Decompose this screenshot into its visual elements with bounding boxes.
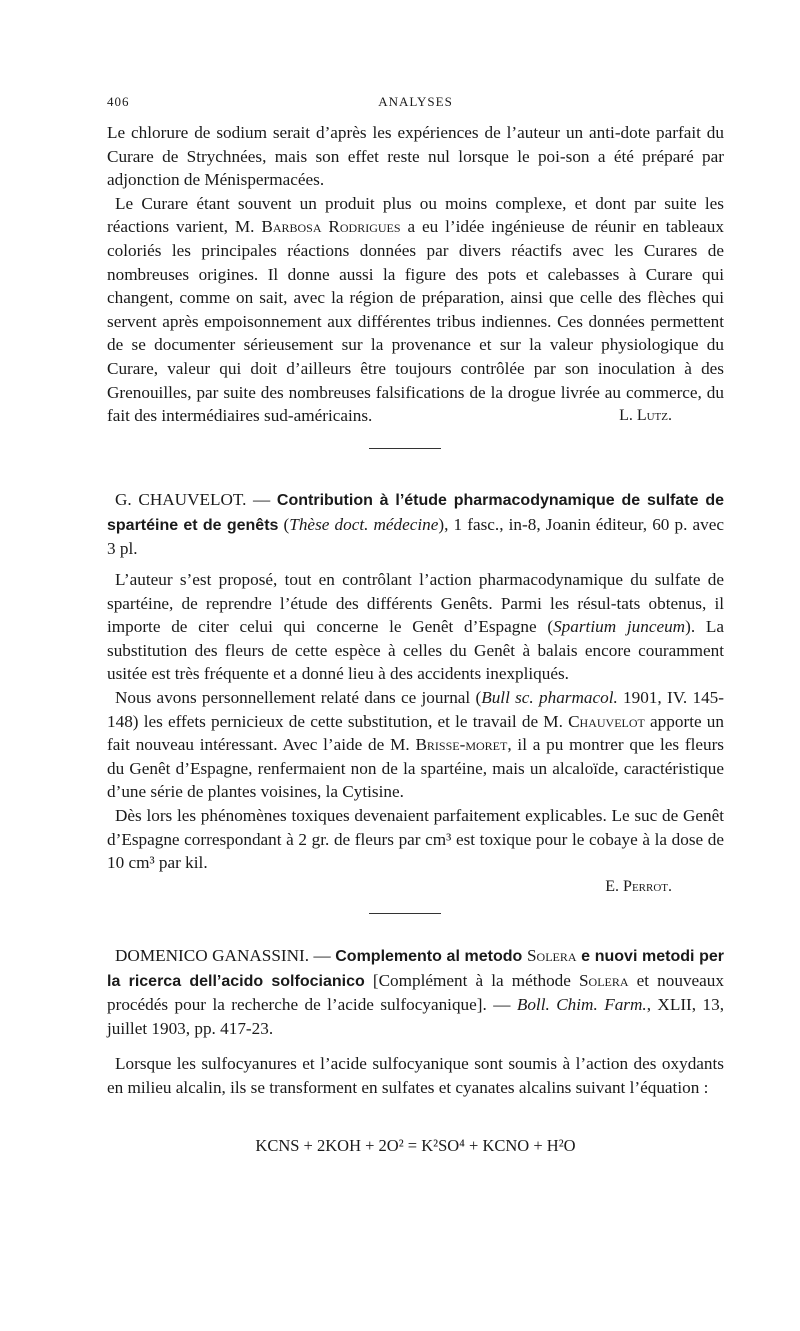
text-run: et nouveaux procédés pour la recherche de l’acide sulfocyanique]. — <box>107 970 724 1015</box>
text-run: ), 1 fasc., in-8, Joanin éditeur, 60 p. avec 3 pl. <box>107 514 724 559</box>
section-title: ANALYSES <box>378 94 453 109</box>
text-run: L’auteur s’est proposé, tout en contrôlant l’action pharmacodynamique du sulfate de spartéine, de reprendre l’étude des différents Genêts. Parmi les résul-tats obtenus, il importe de citer celui qui concerne le Genêt d’Espagne ( <box>107 570 724 637</box>
text-run: ( <box>278 514 290 534</box>
species-name: Spartium junceum <box>553 617 686 637</box>
separator-rule <box>369 913 441 914</box>
review-author: G. CHAUVELOT. — <box>115 490 277 509</box>
text-run: Nous avons personnellement relaté dans ce journal ( <box>115 687 482 707</box>
review-ganassini-body <box>107 1052 724 1099</box>
paragraph: Dès lors les phénomènes toxiques devenaient parfaitement explicables. Le suc de Genêt d’Espagne correspondant à 2 gr. de fleurs par cm³ est toxique pour le cobaye à la dose de 10 cm³ par kil. <box>107 805 724 873</box>
review-heading <box>107 488 724 561</box>
text-run: [Complément à la méthode <box>364 970 579 990</box>
text-run: , XLII, 13, juillet 1903, pp. 417-23. <box>107 995 724 1038</box>
review-heading <box>107 944 724 1040</box>
text-run: ). La substitution des fleurs de cette espèce à celles du Genêt à balais encore couramment usitée est très fréquente et a donné lieu à des accidents inexpliqués. <box>107 617 724 684</box>
review-author: DOMENICO GANASSINI. — <box>115 946 336 965</box>
person-name: Barbosa Rodrigues <box>261 217 401 237</box>
signature-line <box>107 404 724 428</box>
citation: Thèse doct. médecine <box>289 514 439 534</box>
review-title: e nuovi metodi per la ricerca dell’acido solfocianico <box>107 948 725 990</box>
text-run: apporte un fait nouveau intéressant. Avec l’aide de M. <box>107 711 724 755</box>
person-name: Chauvelot <box>568 711 645 731</box>
signature-text: E. Perrot. <box>605 877 672 895</box>
person-name: Brisse-moret <box>415 735 508 755</box>
paragraph <box>107 686 724 804</box>
chemical-equation: KCNS + 2KOH + 2O² = K²SO⁴ + KCNO + H²O <box>255 1136 576 1155</box>
signature <box>107 404 724 428</box>
separator-rule <box>369 448 441 449</box>
person-name: Solera <box>579 970 629 990</box>
paragraph: Le chlorure de sodium serait d’après les expériences de l’auteur un anti-dote parfait du Curare de Strychnées, mais son effet reste nul lorsque le poi-son a été préparé par adjonction de Ménispermacées. <box>107 123 724 190</box>
review-chauvelot <box>107 488 724 561</box>
text-run: Le Curare étant souvent un produit plus ou moins complexe, et dont par suite les réactions varient, M. <box>107 193 724 237</box>
text-run: a eu l’idée ingénieuse de réunir en tableaux coloriés les principales réactions données par divers réactifs avec les Curares de nombreuses origines. Il donne aussi la figure des pots et calebasses à Curare qui changent, comme on sait, avec la région de préparation, ainsi que celle des flèches qui servent après empoisonnement aux différentes tribus indiennes. Ces données permettent de se documenter sérieusement sur la provenance et sur la valeur physiologique du Curare, valeur qui doit d’ailleurs être toujours contrôlée par son inoculation à des Grenouilles, par suite des nombreuses falsifications de la drogue livrée au commerce, du fait des intermédiaires sud-américains. <box>107 217 724 426</box>
citation: Bull sc. pharmacol. <box>481 687 618 707</box>
journal-name: Boll. Chim. Farm. <box>516 995 647 1015</box>
review-ganassini <box>107 944 724 1040</box>
review-chauvelot-body <box>107 568 724 898</box>
paragraph <box>107 192 724 428</box>
person-name: Solera <box>526 946 577 965</box>
review-title: Complemento al metodo <box>335 948 527 965</box>
review-title: Contribution à l’étude pharmacodynamique de sulfate de spartéine et de genêts <box>107 492 724 534</box>
signature <box>107 875 724 899</box>
paragraph: Lorsque les sulfocyanures et l’acide sulfocyanique sont soumis à l’action des oxydants en milieu alcalin, ils se transforment en sulfates et cyanates alcalins suivant l’équation : <box>107 1054 724 1097</box>
text-run: 1901, IV. 145-148) les effets pernicieux de cette substitution, et le travail de M. <box>107 687 724 731</box>
review-lutz <box>107 121 724 428</box>
text-run: , il a pu montrer que les fleurs du Genêt d’Espagne, renfermaient non de la spartéine, mais un alcaloïde, caractéristique d’une série de plantes voisines, la Cytisine. <box>107 735 724 802</box>
paragraph <box>107 568 724 686</box>
page-number: 406 <box>107 94 130 109</box>
running-head <box>107 94 724 114</box>
signature-text: L. Lutz. <box>619 407 672 424</box>
